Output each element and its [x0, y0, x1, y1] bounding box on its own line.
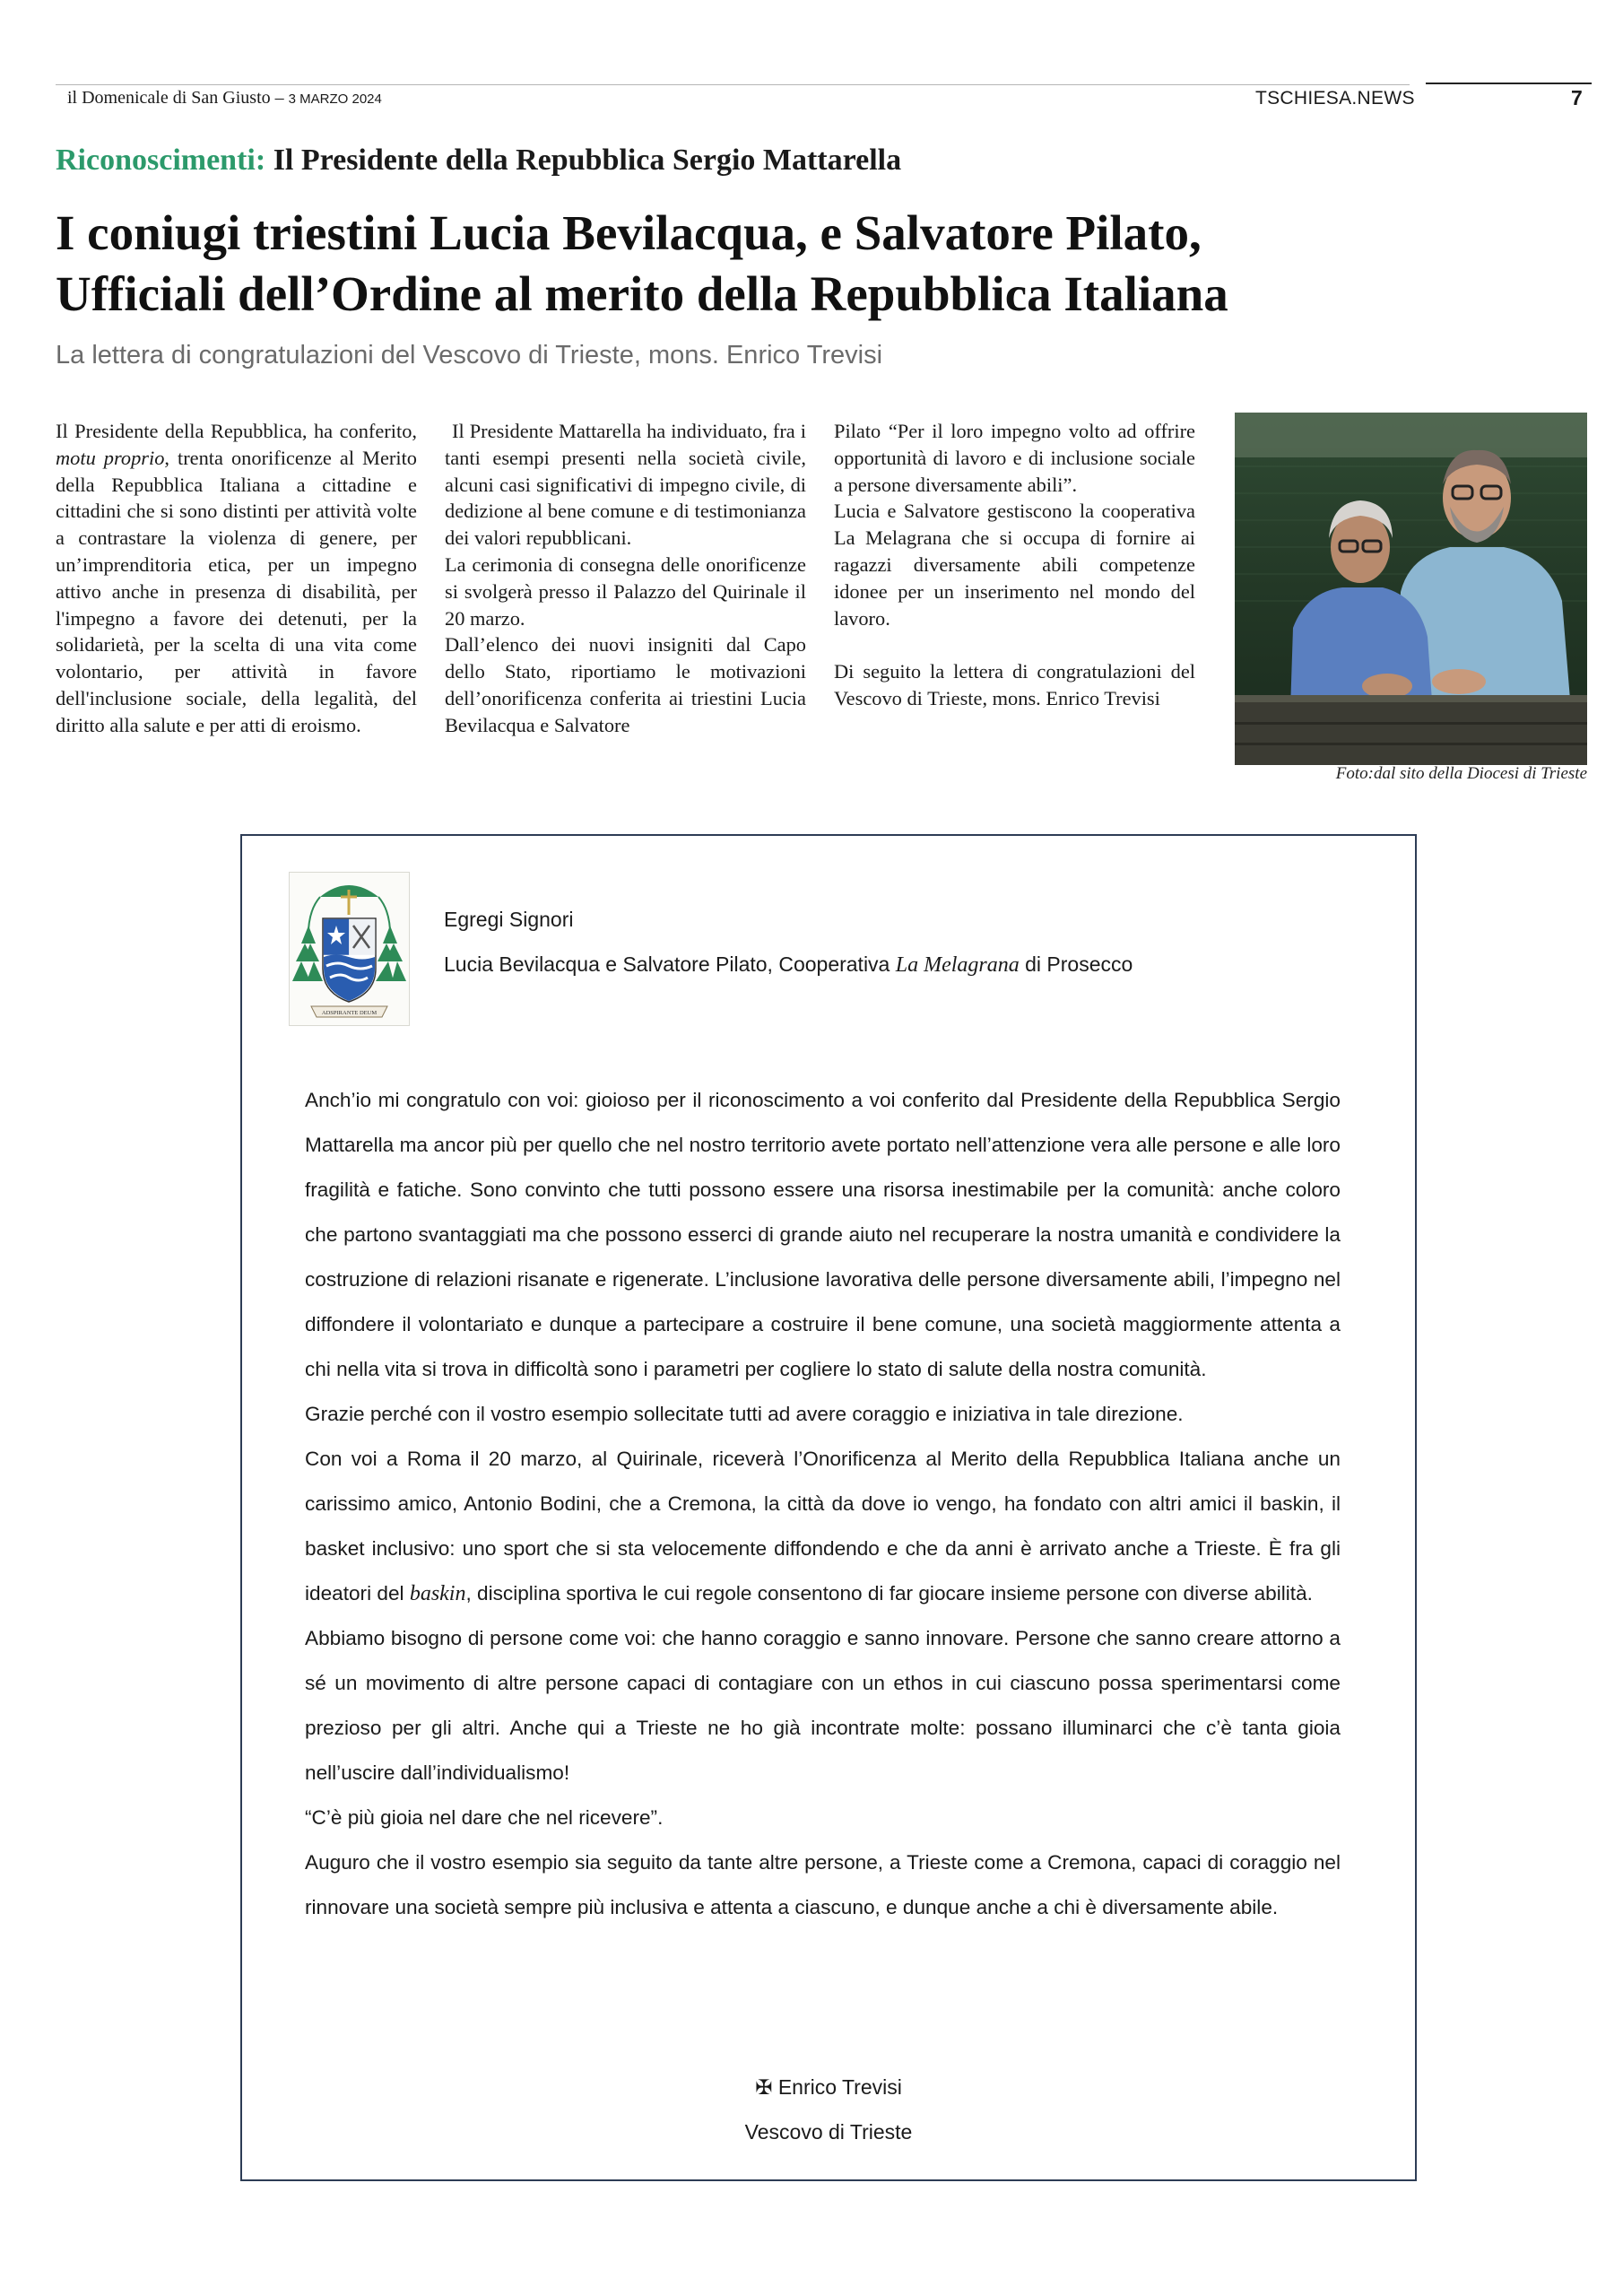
signature-line	[242, 2065, 1415, 2109]
article-paragraph: La cerimonia di consegna delle onorificenze si svolgerà presso il Palazzo del Quirinale il 20 marzo.	[445, 552, 806, 630]
letter-body	[305, 1078, 1341, 1930]
article-paragraph: Di seguito la lettera di congratulazioni del Vescovo di Trieste, mons. Enrico Trevisi	[834, 660, 1195, 709]
letter-paragraph: Abbiamo bisogno di persone come voi: che hanno coraggio e sanno innovare. Persone che sanno creare attorno a sé un movimento di altre persone capaci di contagiare con un ethos in cui ciascuno possa sperimentarsi come prezioso per gli altri. Anche qui a Trieste ne ho già incontrate molte: possano illuminarci che c’è tanta gioia nell’uscire dall’individualismo!	[305, 1627, 1341, 1784]
article-column-2	[445, 418, 806, 739]
kicker-text: Il Presidente della Repubblica Sergio Mattarella	[273, 144, 902, 177]
letter-paragraph: Anch’io mi congratulo con voi: gioioso per il riconoscimento a voi conferito dal Presidente della Repubblica Sergio Mattarella ma ancor più per quello che nel nostro territorio avete portato nell’attenzione vera alle persone e alle loro fragilità e fatiche. Sono convinto che tutti possono essere una risorsa inestimabile per la comunità: anche coloro che partono svantaggiati ma che possono esserci di grande aiuto nel recuperare la nostra umanità e condividere la costruzione di relazioni risanate e rigenerate. L’inclusione lavorativa delle persone diversamente abili, l’impegno nel diffondere il volontariato e dunque a partecipare a costruire il bene comune, una società maggiormente attenta a chi nella vita si trova in difficoltà sono i parametri per cogliere lo stato di salute della nostra comunità.	[305, 1089, 1341, 1380]
letter-salutation: Egregi Signori	[444, 908, 574, 931]
article-paragraph: Dall’elenco dei nuovi insigniti dal Capo dello Stato, riportiamo le motivazioni dell’onorificenza conferita ai triestini Lucia Bevilacqua e Salvatore	[445, 633, 806, 736]
article-paragraph: Lucia e Salvatore gestiscono la cooperativa La Melagrana che si occupa di fornire ai ragazzi diversamente abili competenze idonee per un inserimento nel mondo del lavoro.	[834, 500, 1195, 630]
signature-name: Enrico Trevisi	[777, 2075, 902, 2099]
headline-line-1: I coniugi triestini Lucia Bevilacqua, e Salvatore Pilato,	[56, 205, 1202, 260]
photo-illustration	[1235, 413, 1587, 765]
crest-motto: ADSPIRANTE DEUM	[321, 1010, 378, 1016]
kicker	[56, 144, 901, 178]
header-rule-accent	[1426, 83, 1592, 84]
letter-recipients: Lucia Bevilacqua e Salvatore Pilato, Cooperativa La Melagrana di Prosecco	[444, 952, 1133, 977]
italic-phrase: motu proprio	[56, 446, 165, 469]
article-paragraph: Il Presidente della Repubblica, ha conferito, motu proprio, trenta onorificenze al Merito della Repubblica Italiana a cittadine e cittadini che si sono distinti per attività volte a contrastare la violenza di genere, per un’imprenditoria etica, per un impegno attivo anche in presenza di disabilità, per l'impegno a favore dei detenuti, per la solidarietà, per la scelta di una vita come volontario, per attività in favore dell'inclusione sociale, della legalità, del diritto alla salute e per atti di eroismo.	[56, 420, 417, 736]
kicker-label: Riconoscimenti:	[56, 144, 266, 177]
issue-date: 3 MARZO 2024	[288, 91, 382, 107]
article-column-3	[834, 418, 1195, 712]
italic-word: baskin	[409, 1582, 466, 1605]
cooperative-name: La Melagrana	[895, 953, 1020, 977]
site-name[interactable]: TSCHIESA.NEWS	[1255, 88, 1415, 109]
header-rule	[56, 84, 1410, 85]
publication-line	[67, 88, 382, 109]
photo-caption: Foto:dal sito della Diocesi di Trieste	[1335, 764, 1587, 783]
article-paragraph: Il Presidente Mattarella ha individuato, fra i tanti esempi presenti nella società civile, alcuni casi significativi di impegno civile, di dedizione al bene comune e di testimonianza dei valori repubblicani.	[445, 420, 806, 550]
headline	[56, 203, 1580, 325]
letter-box	[240, 834, 1417, 2181]
signature-title: Vescovo di Trieste	[744, 2120, 913, 2144]
article-column-1	[56, 418, 417, 739]
letter-signature	[242, 2065, 1415, 2154]
article-paragraph: Pilato “Per il loro impegno volto ad offrire opportunità di lavoro e di inclusione sociale a persone diversamente abili”.	[834, 420, 1195, 496]
publication-name: il Domenicale di San Giusto –	[67, 88, 284, 108]
subheadline: La lettera di congratulazioni del Vescovo di Trieste, mons. Enrico Trevisi	[56, 341, 883, 370]
episcopal-crest-icon	[289, 872, 410, 1026]
page-number: 7	[1571, 86, 1583, 109]
cross-icon: ✠	[755, 2075, 773, 2099]
couple-photo	[1235, 413, 1587, 765]
letter-paragraph: Grazie perché con il vostro esempio sollecitate tutti ad avere coraggio e iniziativa in tale direzione.	[305, 1403, 1184, 1425]
headline-line-2: Ufficiali dell’Ordine al merito della Repubblica Italiana	[56, 266, 1228, 321]
letter-quote: “C’è più gioia nel dare che nel ricevere”.	[305, 1806, 664, 1829]
letter-paragraph: Auguro che il vostro esempio sia seguito da tante altre persone, a Trieste come a Cremona, capaci di coraggio nel rinnovare una società sempre più inclusiva e attenta a ciascuno, e dunque anche a chi è diversamente abile.	[305, 1851, 1341, 1918]
letter-paragraph: Con voi a Roma il 20 marzo, al Quirinale, riceverà l’Onorificenza al Merito della Repubblica Italiana anche un carissimo amico, Antonio Bodini, che a Cremona, la città da dove io vengo, ha fondato con altri amici il baskin, il basket inclusivo: uno sport che si sta velocemente diffondendo e che da anni è arrivato anche a Trieste. È fra gli ideatori del baskin, disciplina sportiva le cui regole consentono di far giocare insieme persone con diverse abilità.	[305, 1448, 1341, 1605]
